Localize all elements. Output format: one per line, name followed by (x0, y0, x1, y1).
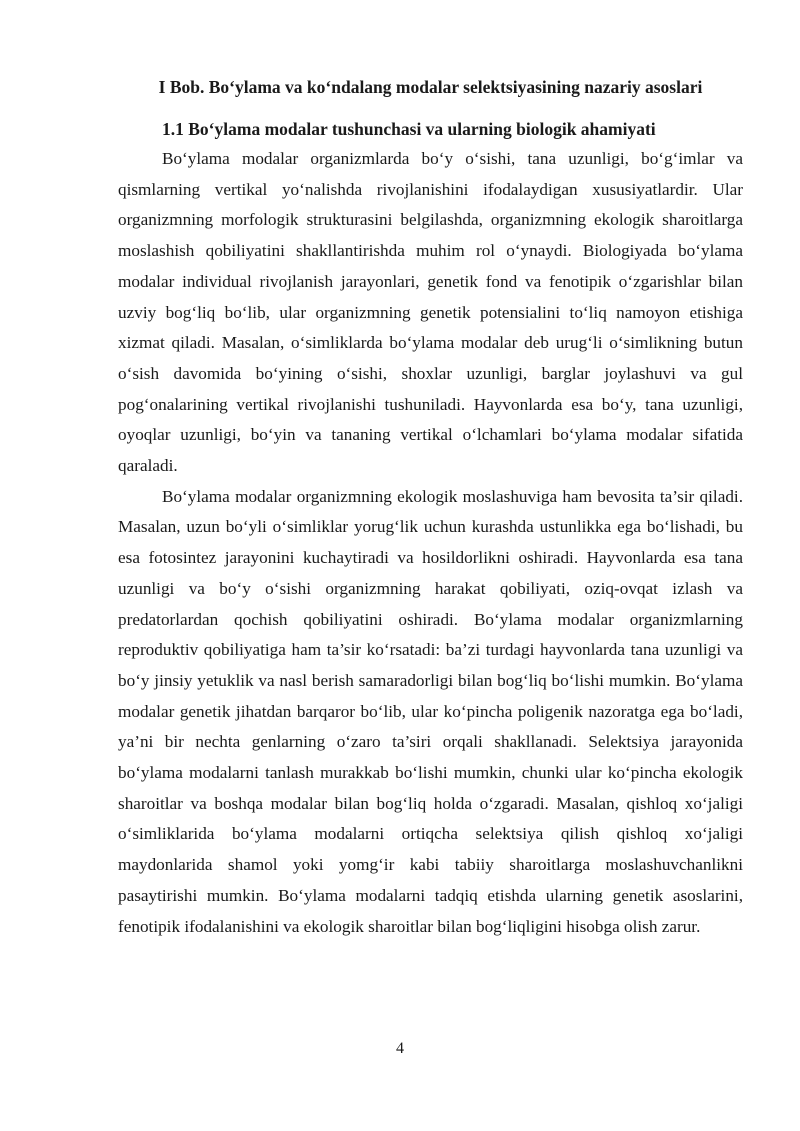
paragraph: Bo‘ylama modalar organizmlarda bo‘y o‘sishi, tana uzunligi, bo‘g‘imlar va qismlarning vertikal yo‘nalishda rivojlanishini ifodalaydigan xususiyatlardir. Ular organizmning morfologik strukturasini belgilashda, organizmning ekologik sharoitlarga moslashish qobiliyatini shakllantirishda muhim rol o‘ynaydi. Biologiyada bo‘ylama modalar individual rivojlanish jarayonlari, genetik fond va fenotipik o‘zgarishlar bilan uzviy bog‘liq bo‘lib, ular organizmning genetik potensialini to‘liq namoyon etishiga xizmat qiladi. Masalan, o‘simliklarda bo‘ylama modalar deb urug‘li o‘simlikning butun o‘sish davomida bo‘yining o‘sishi, shoxlar uzunligi, barglar joylashuvi va gul pog‘onalarining vertikal rivojlanishi tushuniladi. Hayvonlarda esa bo‘y, tana uzunligi, oyoqlar uzunligi, bo‘yin va tananing vertikal o‘lchamlari bo‘ylama modalar sifatida qaraladi. (118, 149, 743, 476)
section-title: 1.1 Bo‘ylama modalar tushunchasi va ularning biologik ahamiyati (162, 119, 656, 139)
page-number: 4 (396, 1040, 404, 1057)
paragraph: Bo‘ylama modalar organizmning ekologik moslashuviga ham bevosita ta’sir qiladi. Masalan, uzun bo‘yli o‘simliklar yorug‘lik uchun kurashda ustunlikka ega bo‘lishadi, bu esa fotosintez jarayonini kuchaytiradi va hosildorlikni oshiradi. Hayvonlarda esa tana uzunligi va bo‘y o‘sishi organizmning harakat qobiliyati, oziq-ovqat izlash va predatorlardan qochish qobiliyatini oshiradi. Bo‘ylama modalar organizmlarning reproduktiv qobiliyatiga ham ta’sir ko‘rsatadi: ba’zi turdagi hayvonlarda tana uzunligi va bo‘y jinsiy yetuklik va nasl berish samaradorligi bilan bog‘liq bo‘lishi mumkin. Bo‘ylama modalar genetik jihatdan barqaror bo‘lib, ular ko‘pincha poligenik nazoratga ega bo‘ladi, ya’ni bir nechta genlarning o‘zaro ta’siri orqali shakllanadi. Selektsiya jarayonida bo‘ylama modalarni tanlash murakkab bo‘lishi mumkin, chunki ular ko‘pincha ekologik sharoitlar va boshqa modalar bilan bog‘liq holda o‘zgaradi. Masalan, qishloq xo‘jaligi o‘simliklarida bo‘ylama modalarni ortiqcha selektsiya qilish qishloq xo‘jaligi maydonlarida shamol yoki yomg‘ir kabi tabiiy sharoitlarga moslashuvchanlikni pasaytirishi mumkin. Bo‘ylama modalarni tadqiq etishda ularning genetik asoslarini, fenotipik ifodalanishini va ekologik sharoitlar bilan bog‘liqligini hisobga olish zarur. (118, 486, 743, 936)
chapter-title: I Bob. Bo‘ylama va ko‘ndalang modalar selektsiyasining nazariy asoslari (158, 77, 703, 97)
document-page (118, 72, 743, 942)
